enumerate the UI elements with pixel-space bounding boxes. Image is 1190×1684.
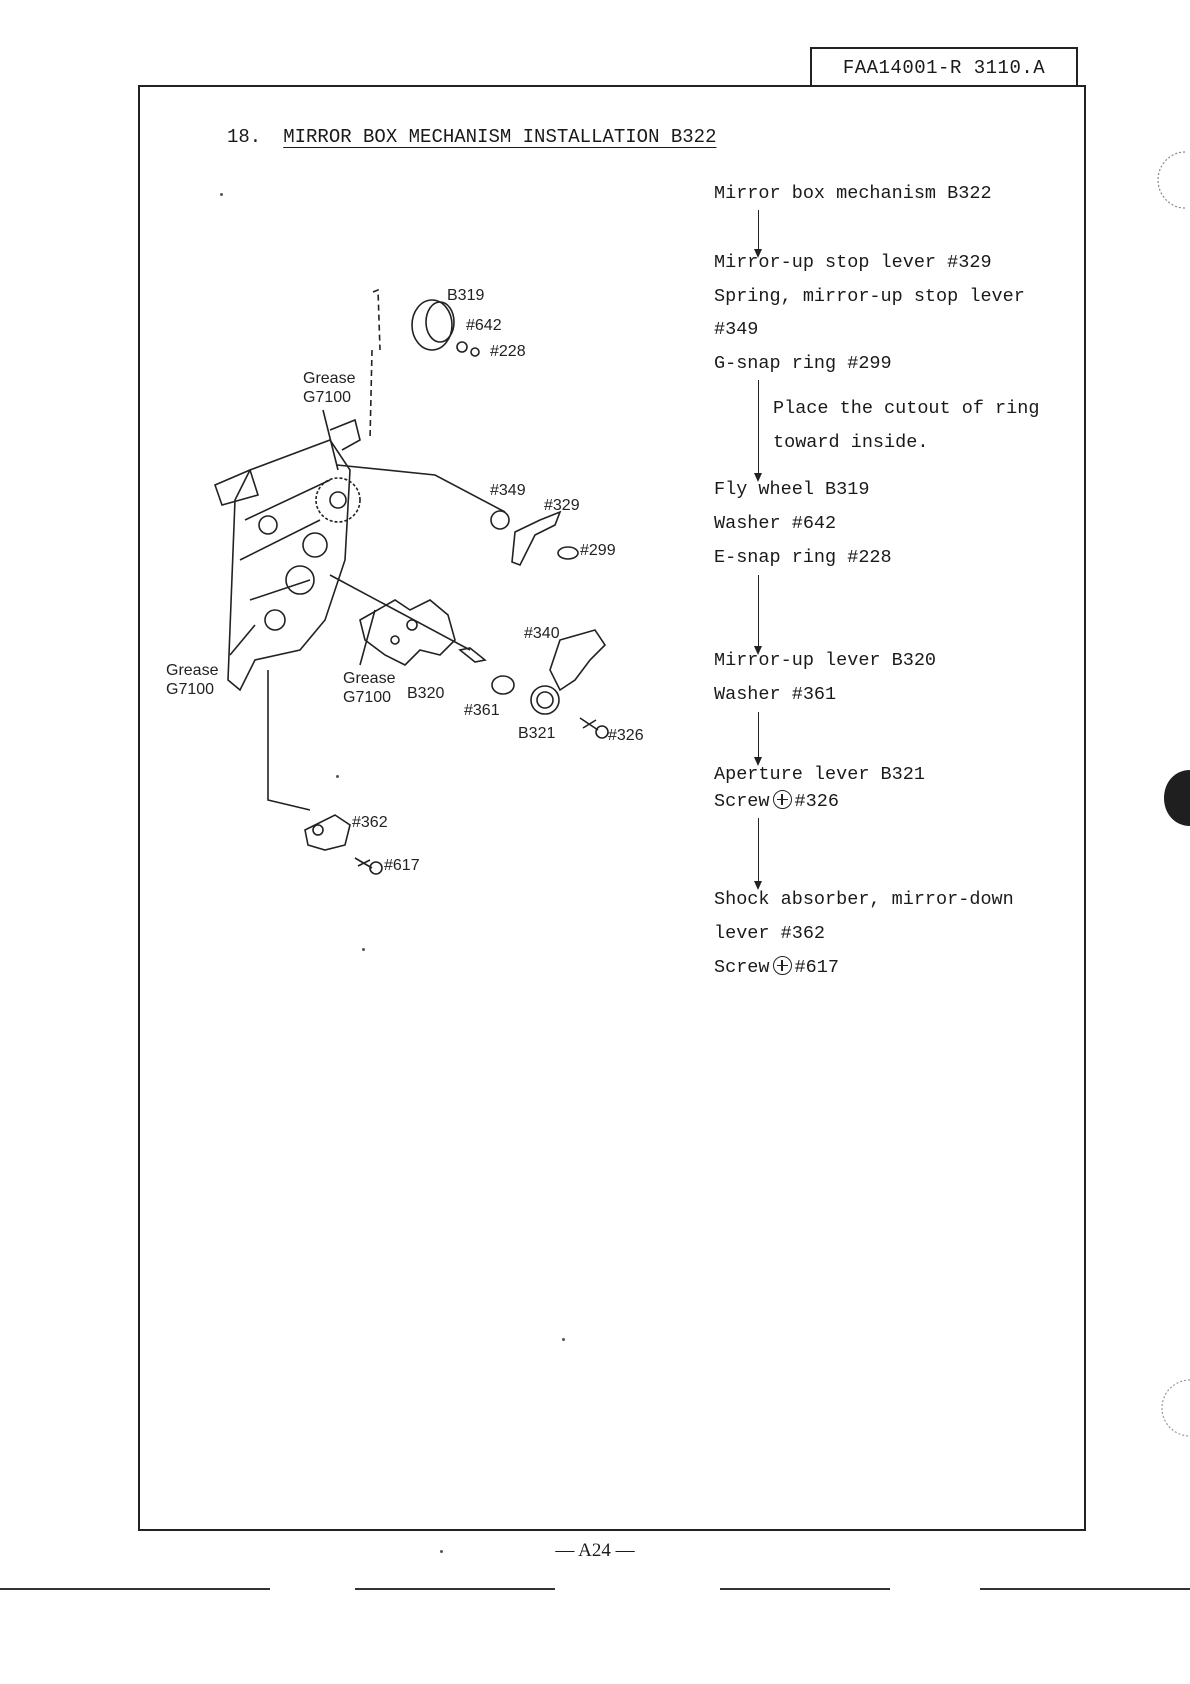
section-title: [227, 126, 717, 148]
label-617: #617: [384, 857, 420, 874]
label-340: #340: [524, 625, 560, 642]
step-stop-lever: Mirror-up stop lever #329: [714, 252, 992, 273]
label-b321: B321: [518, 725, 556, 742]
step-fly-wheel: Fly wheel B319: [714, 479, 870, 500]
label-grease-2: Grease: [166, 662, 219, 679]
section-title-text: MIRROR BOX MECHANISM INSTALLATION B322: [283, 126, 717, 148]
scan-speck: [220, 193, 223, 196]
spring-349: [491, 511, 509, 529]
note-line-2: toward inside.: [773, 432, 929, 453]
section-number: 18.: [227, 126, 262, 148]
bottom-rule: [980, 1588, 1190, 1590]
document-code: FAA14001-R 3110.A: [810, 47, 1078, 85]
step-spring-num: #349: [714, 319, 759, 340]
step-mirror-box: Mirror box mechanism B322: [714, 183, 992, 204]
mechanism-diagram: [150, 270, 670, 890]
label-b320: B320: [407, 685, 445, 702]
phillips-screw-icon: [773, 790, 792, 809]
phillips-screw-icon: [773, 956, 792, 975]
bottom-rule: [355, 1588, 555, 1590]
bottom-rule: [720, 1588, 890, 1590]
step-screw-617: [714, 956, 839, 978]
step-mirror-up-lever: Mirror-up lever B320: [714, 650, 937, 671]
label-grease-3: Grease: [343, 670, 396, 687]
step-g-snap-ring: G-snap ring #299: [714, 353, 892, 374]
stop-lever-329: [512, 512, 560, 565]
mirror-up-lever: [360, 600, 455, 665]
label-329: #329: [544, 497, 580, 514]
label-grease-1: Grease: [303, 370, 356, 387]
gear: [316, 478, 360, 522]
label-642: #642: [466, 317, 502, 334]
note-line-1: Place the cutout of ring: [773, 398, 1040, 419]
label-grease-2-code: G7100: [166, 681, 215, 698]
sequence-arrow: [758, 210, 759, 256]
label-grease-1-code: G7100: [303, 389, 352, 406]
scan-speck: [562, 1338, 565, 1341]
step-e-snap-ring: E-snap ring #228: [714, 547, 892, 568]
washer-361: [492, 676, 514, 694]
sequence-arrow: [758, 380, 759, 480]
label-349: #349: [490, 482, 526, 499]
scan-speck: [336, 775, 339, 778]
scan-speck: [362, 948, 365, 951]
sequence-arrow: [758, 712, 759, 764]
step-washer-642: Washer #642: [714, 513, 837, 534]
step-washer-361: Washer #361: [714, 684, 837, 705]
label-361: #361: [464, 702, 500, 719]
screw-label: Screw: [714, 791, 770, 812]
step-spring: Spring, mirror-up stop lever: [714, 286, 1025, 307]
label-362: #362: [352, 814, 388, 831]
screw-label: Screw: [714, 957, 770, 978]
screw-number: #326: [794, 791, 839, 812]
washer-642: [457, 342, 467, 352]
label-299: #299: [580, 542, 616, 559]
label-228: #228: [490, 343, 526, 360]
mirror-box-plate: [228, 440, 350, 690]
bottom-rule: [0, 1588, 270, 1590]
label-326: #326: [608, 727, 644, 744]
step-aperture-lever: Aperture lever B321: [714, 764, 925, 785]
screw-number: #617: [794, 957, 839, 978]
step-screw-326: [714, 790, 839, 812]
sequence-arrow: [758, 575, 759, 653]
punch-holes: [1140, 140, 1190, 1440]
snap-ring-299: [558, 547, 578, 559]
step-lever-362: lever #362: [714, 923, 826, 944]
fly-wheel: [412, 300, 452, 350]
step-shock-absorber: Shock absorber, mirror-down: [714, 889, 1014, 910]
label-grease-3-code: G7100: [343, 689, 392, 706]
screw-326: [580, 718, 598, 730]
label-b319: B319: [447, 287, 485, 304]
scan-speck: [440, 1550, 443, 1553]
shock-absorber: [305, 815, 350, 850]
sequence-arrow: [758, 818, 759, 888]
page-number: — A24 —: [555, 1540, 635, 1561]
